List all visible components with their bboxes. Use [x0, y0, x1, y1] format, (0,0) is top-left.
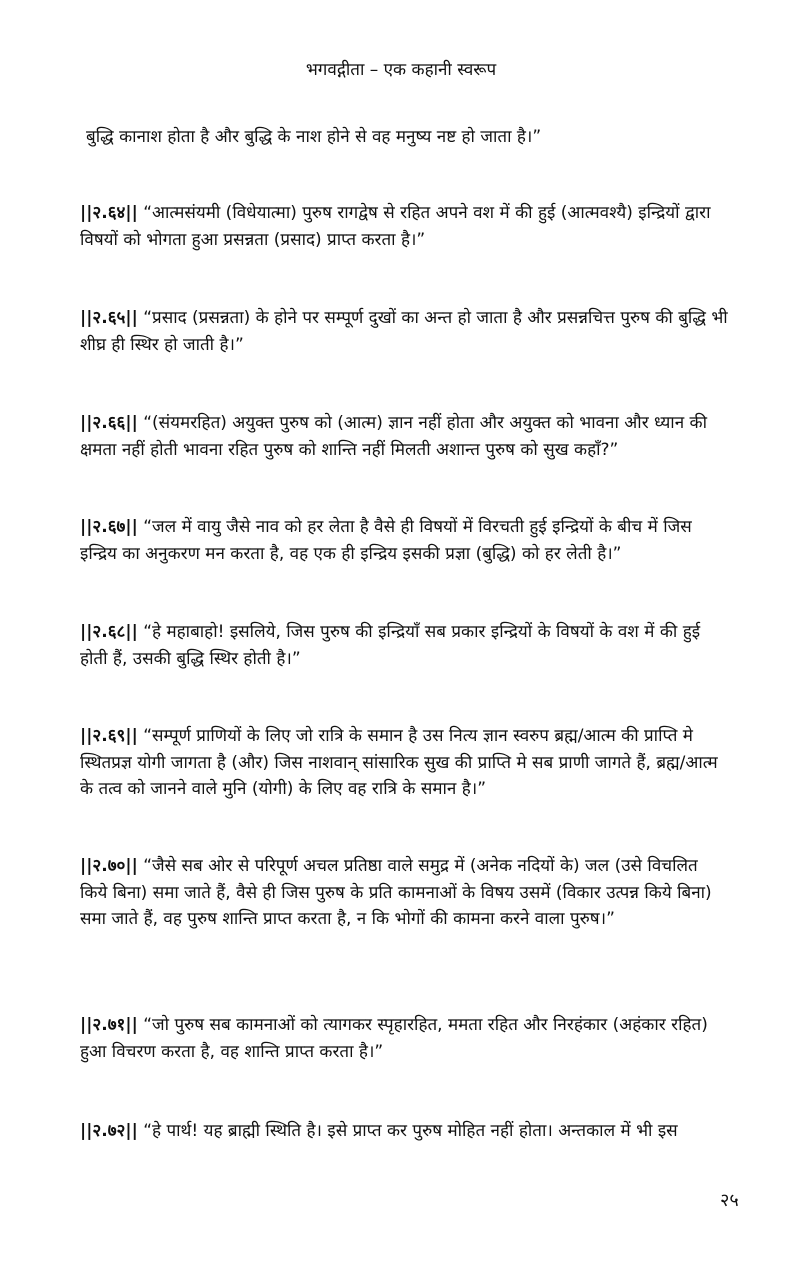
verse-text: “जो पुरुष सब कामनाओं को त्यागकर स्पृहारहित, ममता रहित और निरहंकार (अहंकार रहित) हुआ विचरण करता है, वह शान्ति प्राप्त करता है।”	[80, 1015, 708, 1062]
verse-number: ||२.७०||	[80, 856, 138, 876]
verse-2-72	[80, 1118, 730, 1145]
verse-number: ||२.६९||	[80, 726, 138, 746]
verse-text: “हे महाबाहो! इसलिये, जिस पुरुष की इन्द्रियाँ सब प्रकार इन्द्रियों के विषयों के वश में की हुई होती हैं, उसकी बुद्धि स्थिर होती है।”	[80, 622, 701, 669]
page-header: भगवद्गीता – एक कहानी स्वरूप	[305, 60, 497, 80]
verse-number: ||२.६८||	[80, 622, 138, 642]
verse-number: ||२.६६||	[80, 413, 138, 433]
verse-2-68	[80, 619, 730, 672]
verse-text: “जल में वायु जैसे नाव को हर लेता है वैसे ही विषयों में विरचती हुई इन्द्रियों के बीच में जिस इन्द्रिय का अनुकरण मन करता है, वह एक ही इन्द्रिय इसकी प्रज्ञा (बुद्धि) को हर लेती है।”	[80, 517, 692, 564]
verse-2-66	[80, 410, 730, 463]
verse-text: “आत्मसंयमी (विधेयात्मा) पुरुष रागद्वेष से रहित अपने वश में की हुई (आत्मवश्यै) इन्द्रियों द्वारा विषयों को भोगता हुआ प्रसन्नता (प्रसाद) प्राप्त करता है।”	[80, 203, 711, 250]
continuation-text: बुद्धि कानाश होता है और बुद्धि के नाश होने से वह मनुष्य नष्ट हो जाता है।”	[86, 127, 542, 147]
verse-2-67	[80, 514, 730, 567]
verse-text: “(संयमरहित) अयुक्त पुरुष को (आत्म) ज्ञान नहीं होता और अयुक्त को भावना और ध्यान की क्षमता नहीं होती भावना रहित पुरुष को शान्ति नहीं मिलती अशान्त पुरुष को सुख कहाँ?”	[80, 413, 708, 460]
verse-2-70	[80, 853, 730, 933]
page-number: २५	[720, 1190, 739, 1211]
verse-text: “सम्पूर्ण प्राणियों के लिए जो रात्रि के समान है उस नित्य ज्ञान स्वरुप ब्रह्म/आत्म की प्राप्ति मे स्थितप्रज्ञ योगी जागता है (और) जिस नाशवान् सांसारिक सुख की प्राप्ति मे सब प्राणी जागते हैं, ब्रह्म/आत्म के तत्व को जानने वाले मुनि (योगी) के लिए वह रात्रि के समान है।”	[80, 726, 718, 799]
verse-2-65	[80, 305, 730, 358]
verse-text: “हे पार्थ! यह ब्राह्मी स्थिति है। इसे प्राप्त कर पुरुष मोहित नहीं होता। अन्तकाल में भी इस	[143, 1121, 678, 1141]
verse-number: ||२.७१||	[80, 1015, 138, 1035]
verse-2-69	[80, 723, 730, 803]
verse-number: ||२.६४||	[80, 203, 138, 223]
verse-2-71	[80, 1012, 730, 1065]
verse-2-64	[80, 200, 730, 253]
verse-text: “प्रसाद (प्रसन्नता) के होने पर सम्पूर्ण दुखों का अन्त हो जाता है और प्रसन्नचित्त पुरुष की बुद्धि भी शीघ्र ही स्थिर हो जाती है।”	[80, 308, 728, 355]
verse-text: “जैसे सब ओर से परिपूर्ण अचल प्रतिष्ठा वाले समुद्र में (अनेक नदियों के) जल (उसे विचलित किये बिना) समा जाते हैं, वैसे ही जिस पुरुष के प्रति कामनाओं के विषय उसमें (विकार उत्पन्न किये बिना) समा जाते हैं, वह पुरुष शान्ति प्राप्त करता है, न कि भोगों की कामना करने वाला पुरुष।”	[80, 856, 712, 929]
verse-number: ||२.६७||	[80, 517, 138, 537]
verse-number: ||२.७२||	[80, 1121, 138, 1141]
verse-number: ||२.६५||	[80, 308, 138, 328]
